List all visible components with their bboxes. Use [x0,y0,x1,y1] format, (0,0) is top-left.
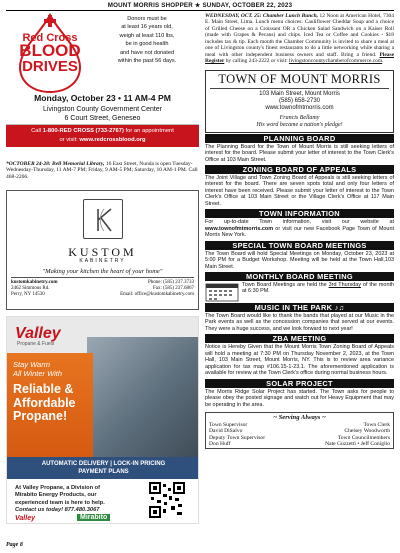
serving-cell: Town Supervisor [209,421,248,428]
blood-title-line1: Red Cross [22,32,78,44]
register-link[interactable]: Please Register [205,51,394,65]
valley-logo-sub: Propane & Fuels [17,341,55,348]
serving-cell: Chelsey Woodworth [344,428,390,435]
serving-cell: Deputy Town Supervisor [209,434,266,441]
kustom-name: KUSTOM [68,245,137,260]
section-head-park [205,303,394,312]
donor-line: and have not donated [119,49,175,56]
town-address: 103 Main Street, Mount Morris [259,90,340,97]
kustom-sub: KABINETRY [79,258,126,265]
kustom-divider [11,277,194,278]
memorial-heading: *OCTOBER 24-28: Bell Memorial Library, [6,161,105,167]
serving-cell: Nate Guzzetti • Jeff Coniglio [325,440,390,447]
monthly-block [205,281,394,302]
chamber-lunch-notice [205,13,394,65]
town-phone: (585) 658-2730 [278,97,321,104]
monthly-text: Town Board Meetings are held the [242,281,329,288]
blood-title-line2: BLOOD [19,41,81,61]
chamber-link[interactable]: livingstoncountychamberofcommerce.com [288,58,383,65]
drive-address: 6 Court Street, Geneseo [64,115,141,122]
serving-title: ~ Serving Always ~ [273,413,326,421]
serving-cell: David DiSalvo [209,428,243,435]
serving-always-box [205,412,394,449]
mirabito-brand-logo: Mirabito [77,514,110,521]
serving-cell: Town Clerk [363,421,390,428]
wed-heading: WEDNESDAY, OCT. 25: Chamber Lunch Bunch, [205,13,319,19]
section-text-special: The Town Board will hold Special Meetings on Monday, October 23, 2023 at 5:00 PM for a Budget Workshop. Meeting will be held at the Town Hall,103 Main Street. [205,250,394,270]
bell-memorial-notice [6,147,199,186]
section-text-monthly [242,281,394,302]
donor-line: weigh at least 110 lbs, [119,32,175,39]
section-head-zoning: ZONING BOARD OF APPEALS [205,165,394,174]
kustom-k-icon [89,205,119,235]
bellamy-name: Francis Bellamy [279,114,320,121]
donor-line: within the past 56 days. [117,58,177,65]
drive-location: Livingston County Government Center [42,106,163,113]
family-photo [87,337,199,457]
park-head-text: MUSIC IN THE PARK [254,302,333,312]
headline-line: Affordable [13,395,76,410]
section-head-planning: PLANNING BOARD [205,134,394,143]
section-head-info: TOWN INFORMATION [205,209,394,218]
blood-drives-title [18,33,82,74]
monthly-third-thursday: 3rd Thursday [328,281,361,288]
blood-title-line3: DRIVES [22,57,78,75]
qr-code-icon[interactable] [149,482,185,518]
music-notes-icon: ♪♫ [334,302,345,312]
section-head-zba: ZBA MEETING [205,334,394,343]
drive-date: Monday, October 23 • 11 AM-4 PM [34,93,171,103]
valley-propane-ad [6,316,199,524]
headline-line: Reliable & [13,382,74,397]
kustom-logo [83,199,123,239]
valley-contact[interactable]: Contact us today! 877.480.3067 [15,506,100,513]
valley-stay-warm [13,361,62,378]
kustom-addr1: 2462 Simmons Rd. [11,286,50,292]
kustom-addr2: Perry, NY 14530 [11,291,45,297]
serving-cell: Don Huff [209,440,231,447]
donor-line: Donors must be [127,16,167,22]
valley-services-bar [7,457,199,479]
serving-row [209,441,390,447]
kustom-slogan: "Making your kitchen the heart of your home" [42,268,163,276]
headline-line: Propane! [13,409,68,424]
services-line: AUTOMATIC DELIVERY | LOCK-IN PRICING [41,461,166,468]
left-column [6,13,199,524]
info-line: Mirabito Energy Products, our [15,492,97,499]
kustom-phone: Phone: (585) 237.3733 [148,280,194,286]
section-text-zoning: The Joint Village and Town Zoning Board of Appeals is still seeking letters of interest for the board. There are seven spots total and only four letters of interest have been received. Please submit your letter of interest to the Town Clerk's Office at 103 Main Street or the Village Clerk's Office at 117 Main Street. [205,174,394,207]
call-text: Call [31,128,43,134]
section-text-solar: The Morris Ridge Solar Project has started. The Town asks for people to please obey the posted signage and watch out for Heavy Equipment that may be operating in the area. [205,388,394,408]
red-cross-call-bar [6,125,199,147]
section-text-park: The Town Board would like to thank the bands that played at our Music in the Park events as well as the concession companies that served at our events. They were a huge success, and we look forward to next year! [205,312,394,332]
right-column [205,13,394,449]
town-title: TOWN OF MOUNT MORRIS [210,73,389,89]
donor-line: be in good health [125,41,169,48]
info-text: For up-to-date Town information, visit our website at [205,219,394,226]
bellamy-quote: His word became a nation's pledge! [256,121,343,128]
valley-info [15,485,135,514]
kustom-kabinetry-ad [6,190,199,310]
valley-headline [13,383,103,424]
monthly-text: of the month at 6:30 PM. [242,281,395,295]
donor-line: at least 16 years old, [121,24,173,31]
info-line: At Valley Propane, a Division of [15,485,101,492]
page-header: MOUNT MORRIS SHOPPER ★ SUNDAY, OCTOBER 22, 2023 [107,2,293,9]
wed-end: . [382,58,384,65]
donor-requirements [98,15,196,65]
section-head-solar: SOLAR PROJECT [205,379,394,388]
valley-brand-logo: Valley [15,515,35,523]
page-number: Page 8 [6,542,23,548]
section-text-info [205,218,394,239]
call-phone[interactable]: 1-800-RED CROSS (733-2767) [42,128,124,134]
serving-cell: Town Councilmembers [337,434,390,441]
wed-text: by calling 243-2222 or visit: [224,58,289,65]
town-website-link[interactable]: www.townofmtmorris.com [205,225,274,232]
kustom-email[interactable]: Email: office@kustomkabinetry.com [120,291,194,297]
calendar-icon [205,282,239,302]
town-website[interactable]: www.townofmtmorris.com [265,104,334,111]
town-info-box [205,70,394,133]
kustom-fax: Fax: (585) 237.6867 [153,286,194,292]
red-cross-ad [6,13,199,125]
call-text: for an appointment [123,128,174,134]
services-line: PAYMENT PLANS [78,469,129,476]
header-rule [6,10,394,11]
section-text-planning: The Planning Board for the Town of Mount Morris is still seeking letters of interest for the board. Please submit your letter of interest to the Town Clerk's Office at 103 Main Street. [205,143,394,163]
info-text: or visit our new Facebook Page Town of Mount Morris New York. [205,225,394,239]
stay-line: Stay Warm [13,360,50,370]
wed-text: 12 Noon at American Hotel, 7304 E. Main Street, Lima. Lunch menu choices: Cauliflower Cheddar Soup and a choice of Grilled Cheese on a Croissant OR a Chicken Salad Sandwich on a Kaiser Roll (made with Grapes & Pecans) and chips. Iced Tea or Coffee and Cookies - $18 includes tax & tip. Each month the Chamber Community is invited to share a meal at one of Livingston county's finest restaurants to do a little networking while sharing a meal with other independent business owners and staff. Bring a friend. [205,13,394,58]
kustom-contact [120,280,194,297]
info-line: experienced team is here to help. [15,499,105,506]
visit-text: or visit: [59,136,80,143]
section-head-monthly: MONTHLY BOARD MEETING [205,272,394,281]
kustom-address [11,280,58,297]
stay-line: All Winter With [13,368,63,378]
kustom-website[interactable]: kustomkabinetry.com [11,280,58,286]
section-head-special: SPECIAL TOWN BOARD MEETINGS [205,241,394,250]
memorial-text: 16 East Street, Nunda is open Tuesday-Wednesday-Thursday, 11 AM-7 PM; Friday, 9 AM-5 PM; Saturday, 10 AM-1 PM. Call 468-2266. [6,161,198,180]
red-cross-link[interactable]: www.redcrossblood.org [79,136,146,143]
valley-logo: Valley [15,325,61,343]
section-text-zba: Notice is Hereby Given that the Mount Morris Town Zoning Board of Appeals will hold a meeting at 7:30 PM on Thursday November 2, 2023, at the Town Hall, 103 Main Street, Mount Morris, NY. This is to review area variance application for tax map #106.15-1-23.1. The aforementioned application is available for review at the Town Clerk's office during normal business hours. [205,344,394,377]
